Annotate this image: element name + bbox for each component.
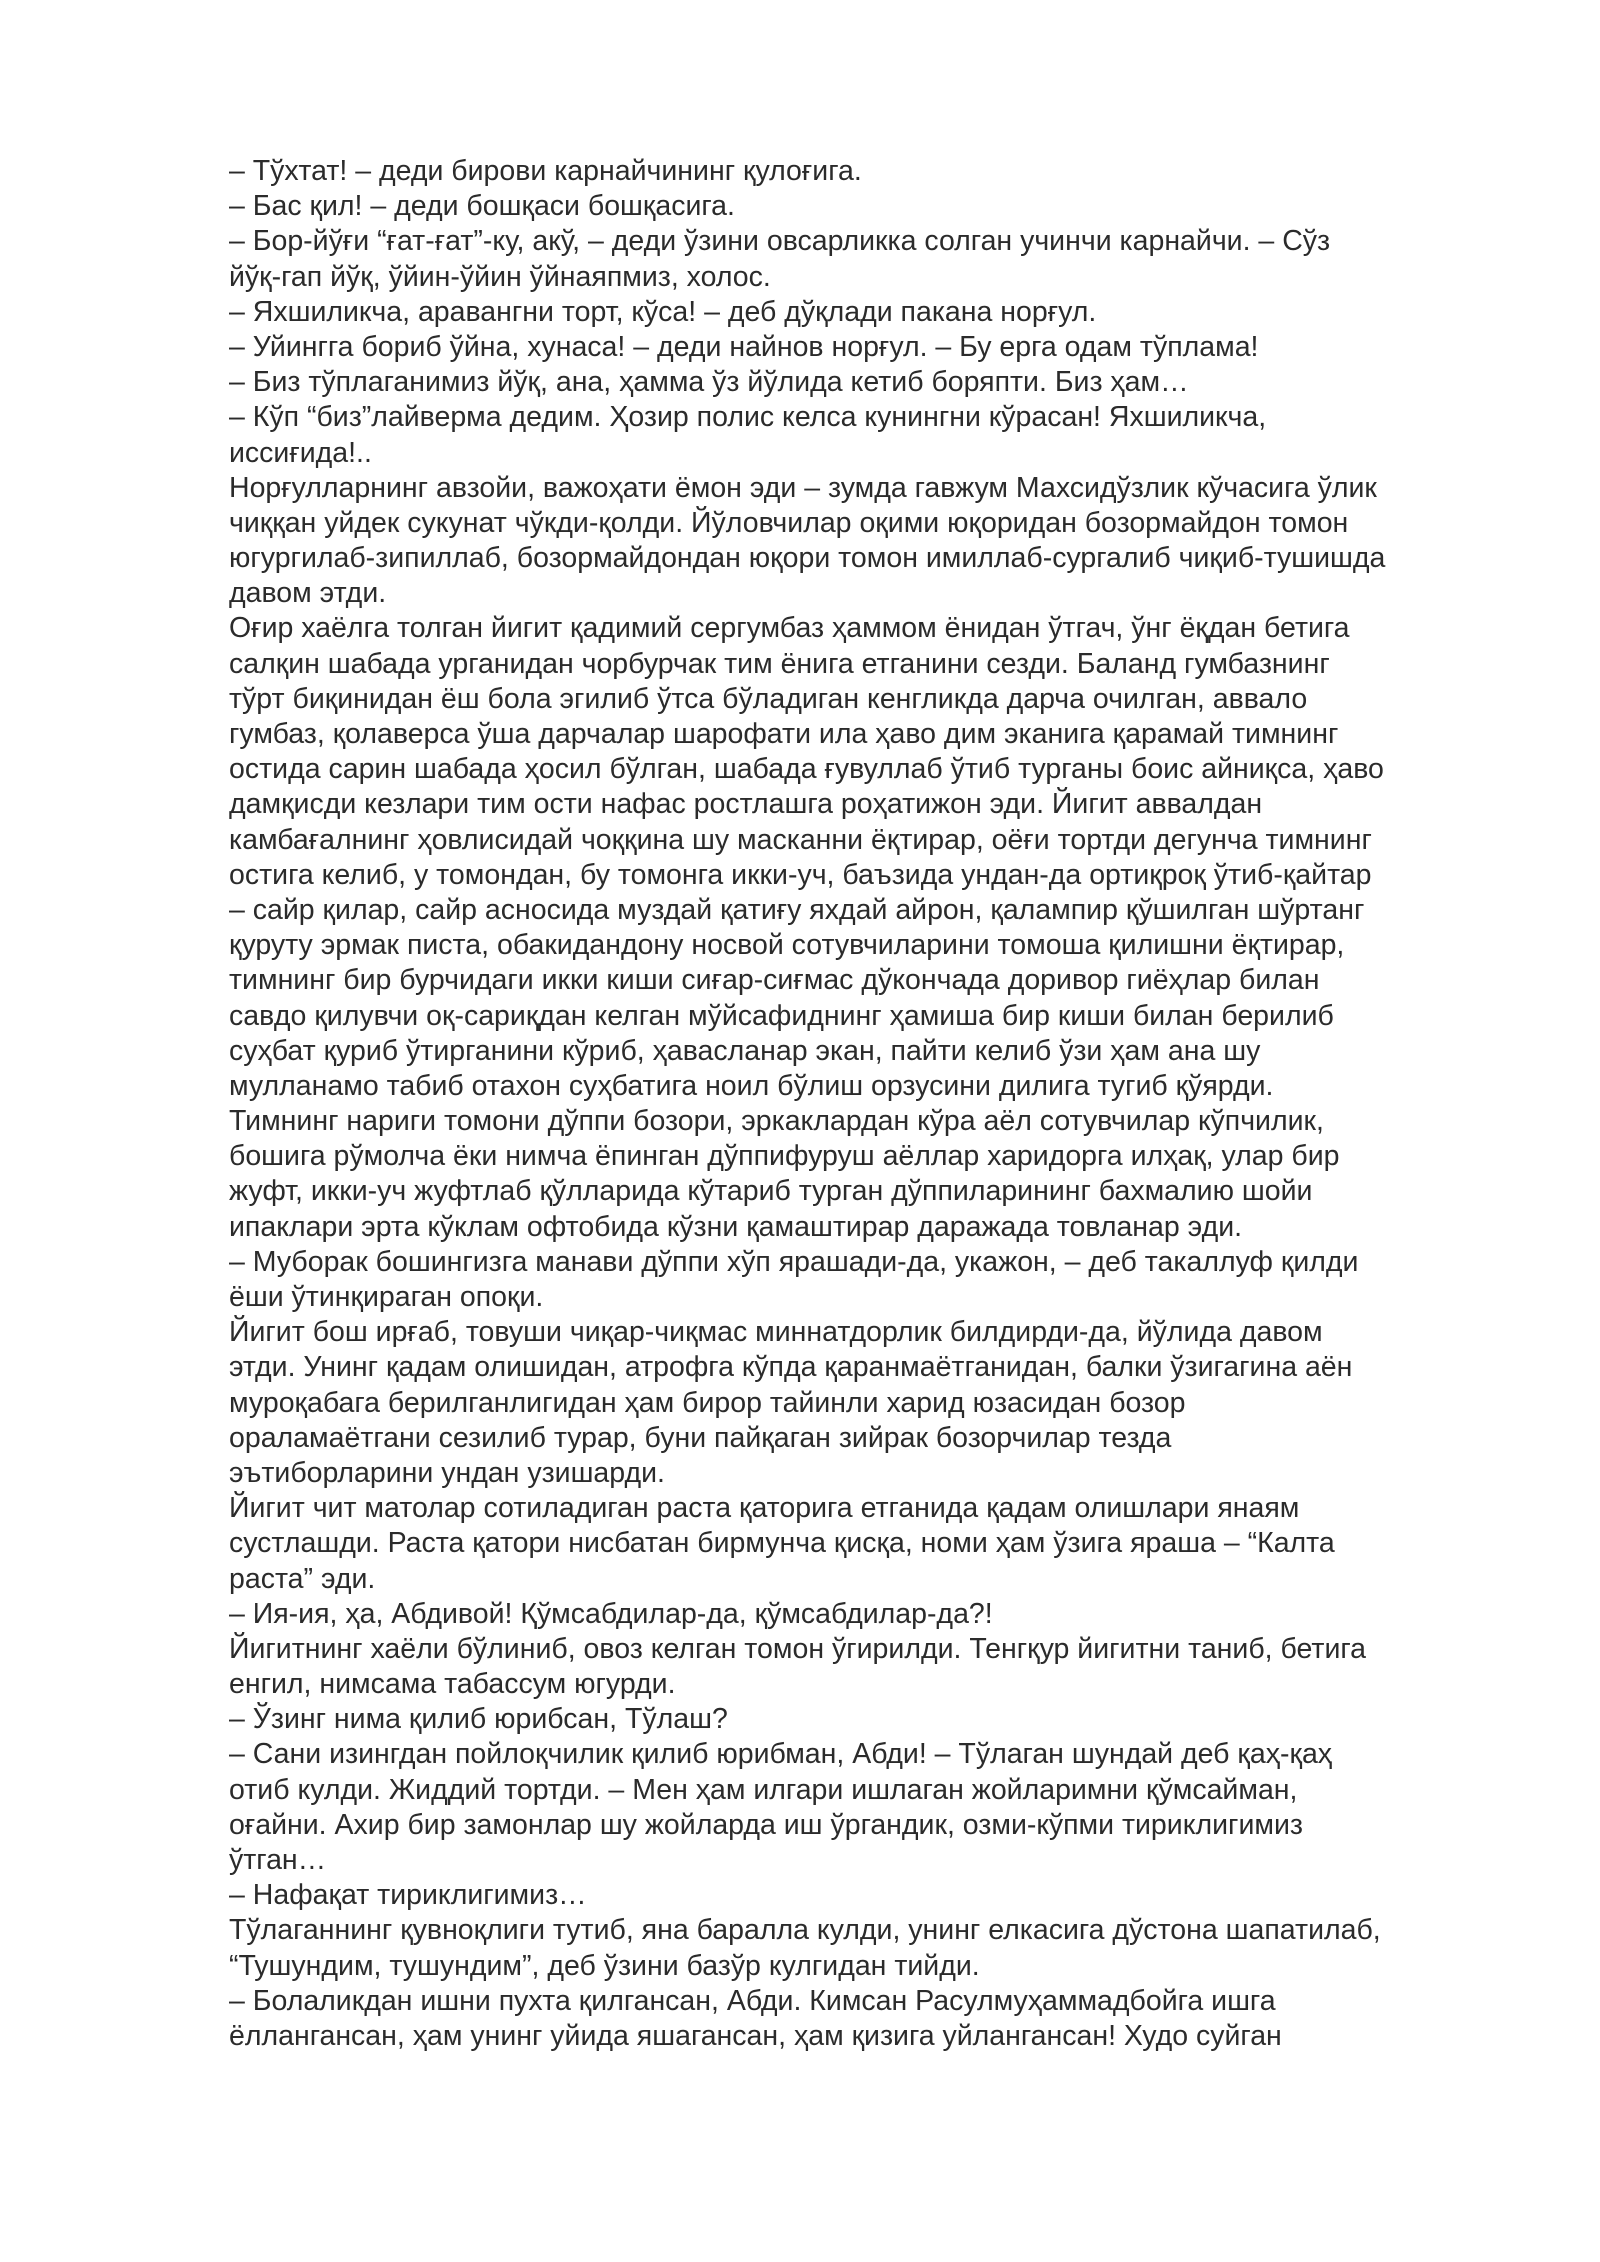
text-line: остига келиб, у томондан, бу томонга икки-уч, баъзида ундан-да ортиқроқ ўтиб-қайтар (229, 858, 1372, 891)
text-line: – Ия-ия, ҳа, Абдивой! Қўмсабдилар-да, қўмсабдилар-да?! (229, 1597, 993, 1630)
text-line: отиб кулди. Жиддий тортди. – Мен ҳам илгари ишлаган жойларимни қўмсайман, (229, 1773, 1298, 1806)
text-line: “Тушундим, тушундим”, деб ўзини базўр кулгидан тийди. (229, 1949, 980, 1982)
text-line: гумбаз, қолаверса ўша дарчалар шарофати ила ҳаво дим эканига қарамай тимнинг (229, 718, 1339, 750)
text-line: дамқисди кезлари тим ости нафас ростлашга роҳатижон эди. Йигит аввалдан (229, 788, 1263, 821)
text-line: югургилаб-зипиллаб, бозормайдондан юқори томон имиллаб-сургалиб чиқиб-тушишда (229, 542, 1386, 575)
text-line: бошига рўмолча ёки нимча ёпинган дўппифуруш аёллар харидорга илҳақ, улар бир (229, 1140, 1340, 1173)
text-line: суҳбат қуриб ўтирганини кўриб, ҳавасланар экан, пайти келиб ўзи ҳам ана шу (229, 1034, 1261, 1067)
text-line: чиққан уйдек сукунат чўкди-қолди. Йўловчилар оқими юқоридан бозормайдон томон (229, 506, 1349, 539)
text-line: қуруту эрмак писта, обакидандону носвой сотувчиларини томоша қилишни ёқтирар, (229, 929, 1345, 962)
text-line: – Болаликдан ишни пухта қилгансан, Абди. Кимсан Расулмуҳаммадбойга ишга (229, 1984, 1276, 2017)
text-line: оғайни. Ахир бир замонлар шу жойларда иш ўргандик, озми-кўпми тириклигимиз (229, 1808, 1303, 1841)
text-line: муроқабага берилганлигидан ҳам бирор тайинли харид юзасидан бозор (229, 1386, 1186, 1419)
text-line: – Сани изингдан пойлоқчилик қилиб юрибман, Абди! – Тўлаган шундай деб қаҳ-қаҳ (229, 1738, 1333, 1771)
text-line: Йигит чит матолар сотиладиган раста қаторига етганида қадам олишлари янаям (229, 1492, 1300, 1525)
text-line: камбағалнинг ҳовлисидай чоққина шу масканни ёқтирар, оёғи тортди дегунча тимнинг (229, 823, 1372, 856)
text-line: – Тўхтат! – деди бирови карнайчининг қулоғига. (229, 155, 862, 187)
text-line: мулланамо табиб отахон суҳбатига ноил бўлиш орзусини дилига тугиб қўярди. (229, 1069, 1274, 1102)
text-line: Норғулларнинг авзойи, важоҳати ёмон эди – зумда гавжум Махсидўзлик кўчасига ўлик (229, 471, 1377, 504)
text-line: тўрт биқинидан ёш бола эгилиб ўтса бўладиган кенгликда дарча очилган, аввало (229, 682, 1308, 715)
text-line: Тимнинг нариги томони дўппи бозори, эркаклардан кўра аёл сотувчилар кўпчилик, (229, 1105, 1324, 1138)
text-line: – Нафақат тириклигимиз… (229, 1879, 587, 1912)
text-line: ёллангансан, ҳам унинг уйида яшагансан, ҳам қизига уйлангансан! Худо суйган (229, 2019, 1282, 2052)
text-line: – Бас қил! – деди бошқаси бошқасига. (229, 190, 735, 223)
text-line: – Кўп “биз”лайверма дедим. Ҳозир полис келса кунингни кўрасан! Яхшиликча, (229, 401, 1267, 434)
text-line: эътиборларини ундан узишарди. (229, 1456, 665, 1489)
text-line: ораламаётгани сезилиб турар, буни пайқаган зийрак бозорчилар тезда (229, 1421, 1172, 1454)
text-line: Тўлаганнинг қувноқлиги тутиб, яна баралла кулди, унинг елкасига дўстона шапатилаб, (229, 1914, 1381, 1947)
text-line: сустлашди. Раста қатори нисбатан бирмунча қисқа, номи ҳам ўзига яраша – “Калта (229, 1527, 1335, 1560)
text-line: Оғир хаёлга толган йигит қадимий сергумбаз ҳаммом ёнидан ўтгач, ўнг ёқдан бетига (229, 612, 1350, 645)
text-line: – Яхшиликча, аравангни торт, кўса! – деб дўқлади пакана норғул. (229, 295, 1097, 328)
text-line: савдо қилувчи оқ-сариқдан келган мўйсафиднинг ҳамиша бир киши билан берилиб (229, 999, 1334, 1032)
text-line: раста” эди. (229, 1562, 376, 1595)
text-line: жуфт, икки-уч жуфтлаб қўлларида кўтариб турган дўппиларининг бахмалию шойи (229, 1175, 1313, 1208)
text-line: тимнинг бир бурчидаги икки киши сиғар-сиғмас дўкончада доривор гиёҳлар билан (229, 964, 1320, 997)
text-line: – Биз тўплаганимиз йўқ, ана, ҳамма ўз йўлида кетиб боряпти. Биз ҳам… (229, 366, 1189, 399)
text-line: Йигит бош ирғаб, товуши чиқар-чиқмас миннатдорлик билдирди-да, йўлида давом (229, 1316, 1323, 1349)
text-line: – Муборак бошингизга манави дўппи хўп ярашади-да, укажон, – деб такаллуф қилди (229, 1245, 1359, 1278)
text-line: йўқ-гап йўқ, ўйин-ўйин ўйнаяпмиз, холос. (229, 260, 771, 293)
text-line: – Ўзинг нима қилиб юрибсан, Тўлаш? (229, 1703, 728, 1736)
text-line: ипаклари эрта кўклам офтобида кўзни қамаштирар даражада товланар эди. (229, 1210, 1243, 1243)
text-line: – сайр қилар, сайр асносида муздай қатиғу яхдай айрон, қалампир қўшилган шўртанг (229, 893, 1365, 926)
text-line: – Уйингга бориб ўйна, хунаса! – деди найнов норғул. – Бу ерга одам тўплама! (229, 330, 1259, 363)
text-line: Йигитнинг хаёли бўлиниб, овоз келган томон ўгирилди. Тенгқур йигитни таниб, бетига (229, 1632, 1366, 1665)
text-line: ёши ўтинқираган опоқи. (229, 1281, 544, 1313)
text-line: иссиғида!.. (229, 436, 372, 469)
text-line: салқин шабада урганидан чорбурчак тим ёнига етганини сезди. Баланд гумбазнинг (229, 647, 1330, 680)
document-text (229, 154, 1529, 2054)
text-line: – Бор-йўғи “ғат-ғат”-ку, акў, – деди ўзини овсарликка солган учинчи карнайчи. – Сўз (229, 225, 1331, 258)
text-line: енгил, нимсама табассум югурди. (229, 1668, 676, 1701)
text-line: остида сарин шабада ҳосил бўлган, шабада ғувуллаб ўтиб турганы боис айниқса, ҳаво (229, 753, 1384, 786)
text-line: этди. Унинг қадам олишидан, атрофга кўпда қаранмаётганидан, балки ўзигагина аён (229, 1351, 1353, 1384)
text-line: ўтган… (229, 1844, 327, 1876)
text-line: давом этди. (229, 577, 387, 610)
